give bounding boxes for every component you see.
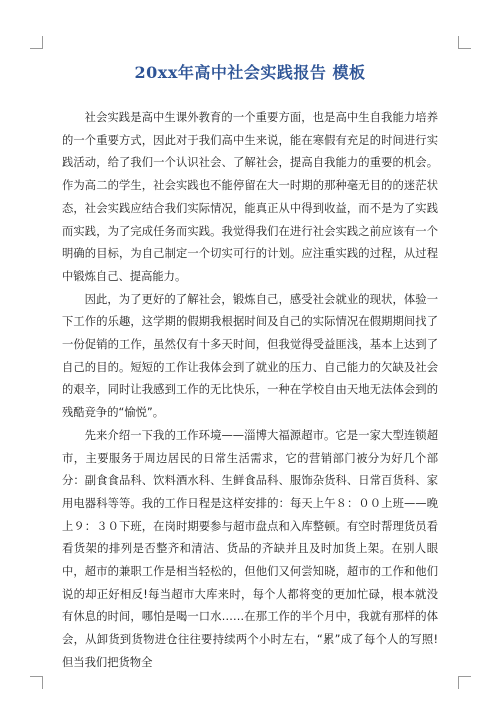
crop-mark-bottom-right	[458, 676, 471, 689]
crop-mark-top-right	[458, 36, 471, 49]
paragraph-2: 因此，为了更好的了解社会，锻炼自己，感受社会就业的现状，体验一下工作的乐趣，这学期的假期我根据时间及自己的实际情况在假期期间找了一份促销的工作，虽然仅有十多天时间，但我觉得受益匪浅，基本上达到了自己的目的。短短的工作让我体会到了就业的压力、自己能力的欠缺及社会的艰辛，同时让我感到工作的无比快乐，一种在学校自由天地无法体会到的残酷竞争的“愉悦”。	[62, 292, 438, 420]
document-title: 20xx年高中社会实践报告 模板	[134, 63, 366, 82]
paragraph-1: 社会实践是高中生课外教育的一个重要方面，也是高中生自我能力培养的一个重要方式，因此对于我们高中生来说，能在寒假有充足的时间进行实践活动，给了我们一个认识社会、了解社会，提高自我能力的重要的机会。作为高二的学生，社会实践也不能停留在大一时期的那种毫无目的的迷茫状态，社会实践应结合我们实际情况，能真正从中得到收益，而不是为了实践而实践，为了完成任务而实践。我觉得我们在进行社会实践之前应该有一个明确的目标，为自己制定一个切实可行的计划。应注重实践的过程，从过程中锻炼自己、提高能力。	[62, 111, 438, 283]
crop-mark-bottom-left	[30, 676, 43, 689]
paragraph-3: 先来介绍一下我的工作环境——淄博大福源超市。它是一家大型连锁超市，主要服务于周边居民的日常生活需求，它的营销部门被分为好几个部分：副食食品科、饮料酒水科、生鲜食品科、服饰杂货科、日常百货科、家用电器科等等。我的工作日程是这样安排的：每天上午８：００上班——晚上９：３０下班，在岗时期要参与超市盘点和入库整顿。有空时帮理货员看看货架的排列是否整齐和清洁、货品的齐缺并且及时加货上架。在别人眼中，超市的兼职工作是相当轻松的，但他们又何尝知晓，超市的工作和他们说的却正好相反!每当超市大库来时，每个人都将变的更加忙碌，根本就没有休息的时间，哪怕是喝一口水……在那工作的半个月中，我就有那样的体会，从卸货到货物进仓往往要持续两个小时左右，“累”成了每个人的写照!但当我们把货物全	[62, 428, 438, 669]
document-body	[62, 107, 438, 675]
crop-mark-top-left	[30, 36, 43, 49]
